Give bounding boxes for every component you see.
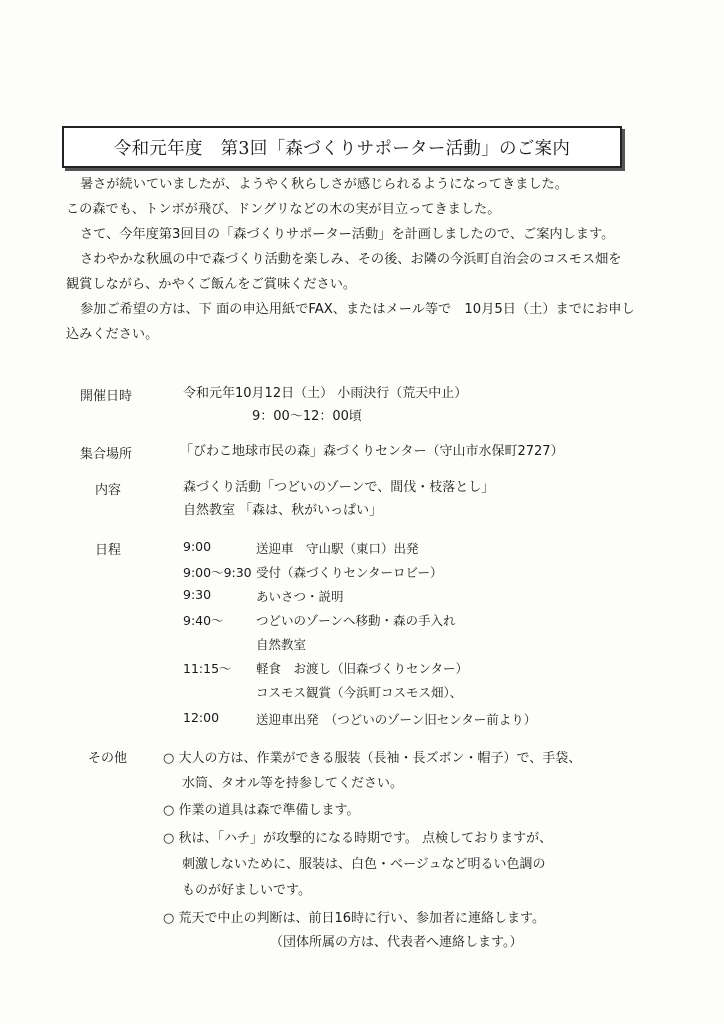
schedule-activity: 送迎車 守山駅（東口）出発 bbox=[256, 541, 419, 556]
intro-line: 観賞しながら、かやくご飯んをご賞味ください。 bbox=[66, 277, 357, 292]
other-line: ○ 作業の道具は森で準備します。 bbox=[163, 803, 360, 818]
intro-paragraph bbox=[66, 172, 666, 347]
schedule-activity: 軽食 お渡し（旧森づくりセンター） bbox=[256, 661, 469, 676]
other-line: ものが好ましいです。 bbox=[182, 883, 311, 898]
content-label: 内容 bbox=[95, 483, 122, 498]
intro-line: 参加ご希望の方は、下 面の申込用紙でFAX、またはメール等で 10月5日（土）までにお申し bbox=[80, 302, 635, 317]
other-line: ○ 大人の方は、作業ができる服装（長袖・長ズボン・帽子）で、手袋、 bbox=[163, 751, 582, 766]
schedule-time: 12:00 bbox=[183, 710, 220, 725]
other-line: ○ 秋は、「ハチ」が攻撃的になる時期です。 点検しておりますが、 bbox=[163, 831, 553, 846]
schedule-time: 9:40～ bbox=[183, 613, 224, 628]
intro-line: さて、今年度第3回目の「森づくりサポーター活動」を計画しましたので、ご案内します。 bbox=[80, 227, 615, 242]
intro-line: この森でも、トンボが飛び、ドングリなどの木の実が目立ってきました。 bbox=[66, 202, 501, 217]
place-value: 「びわこ地球市民の森」森づくりセンター（守山市水保町2727） bbox=[180, 444, 564, 459]
schedule-activity: 自然教室 bbox=[256, 637, 307, 652]
schedule-time: 9:00 bbox=[183, 539, 212, 554]
date-label: 開催日時 bbox=[80, 389, 133, 404]
other-line: （団体所属の方は、代表者へ連絡します。） bbox=[270, 935, 523, 950]
content-line-1: 森づくり活動「つどいのゾーンで、間伐・枝落とし」 bbox=[183, 480, 495, 495]
schedule-activity: 送迎車出発 （つどいのゾーン旧センター前より） bbox=[256, 712, 537, 727]
intro-line: 込みください。 bbox=[66, 327, 159, 342]
schedule-time: 9:30 bbox=[183, 587, 212, 602]
other-line: 水筒、タオル等を持参してください。 bbox=[182, 776, 404, 791]
date-line-1: 令和元年10月12日（土） 小雨決行（荒天中止） bbox=[183, 386, 468, 401]
schedule-activity: 受付（森づくりセンターロビー） bbox=[256, 565, 443, 580]
place-label: 集合場所 bbox=[80, 447, 133, 462]
title-box bbox=[62, 126, 622, 168]
document-title: 令和元年度 第3回「森づくりサポーター活動」のご案内 bbox=[113, 138, 571, 159]
other-label: その他 bbox=[88, 751, 128, 766]
schedule-activity: コスモス観賞（今浜町コスモス畑）、 bbox=[256, 685, 463, 700]
schedule-time: 9:00～9:30 bbox=[183, 565, 252, 580]
date-line-2: 9：00～12：00頃 bbox=[252, 409, 362, 424]
intro-line: 暑さが続いていましたが、ようやく秋らしさが感じられるようになってきました。 bbox=[80, 177, 568, 192]
schedule-time: 11:15～ bbox=[183, 661, 232, 676]
other-line: 刺激しないために、服装は、白色・ベージュなど明るい色調の bbox=[182, 857, 546, 872]
schedule-activity: あいさつ・説明 bbox=[256, 589, 344, 604]
other-line: ○ 荒天で中止の判断は、前日16時に行い、参加者に連絡します。 bbox=[163, 911, 545, 926]
schedule-activity: つどいのゾーンへ移動・森の手入れ bbox=[256, 613, 456, 628]
content-line-2: 自然教室 「森は、秋がいっぱい」 bbox=[183, 503, 383, 518]
schedule-label: 日程 bbox=[95, 543, 122, 558]
intro-line: さわやかな秋風の中で森づくり活動を楽しみ、その後、お隣の今浜町自治会のコスモス畑を bbox=[80, 252, 622, 267]
